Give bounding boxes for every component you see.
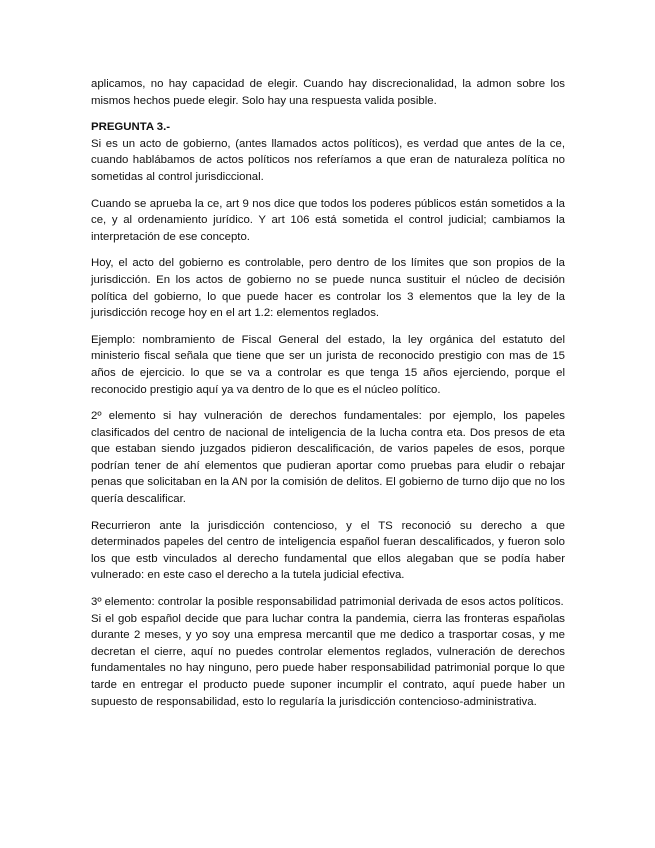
paragraph-constitution-approval: Cuando se aprueba la ce, art 9 nos dice que todos los poderes públicos están sometidos a la ce, y al ordenamiento jurídico. Y art 106 está sometida el control judicial; cambiamos la interpretación de ese concepto.	[91, 197, 565, 243]
paragraph-example-fiscal-general: Ejemplo: nombramiento de Fiscal General del estado, la ley orgánica del estatuto del ministerio fiscal señala que tiene que ser un jurista de reconocido prestigio con mas de 15 años de ejercicio. lo que se va a controlar es que tenga 15 años ejerciendo, porque el reconocido prestigio aquí ya va dentro de lo que es el núcleo político.	[91, 333, 565, 396]
third-element-example: Si el gob español decide que para luchar contra la pandemia, cierra las fronteras españolas durante 2 meses, y yo soy una empresa mercantil que me dedico a trasportar cosas, y me decretan el cierre, aquí no puedes controlar elementos reglados, vulneración de derechos fundamentales no hay ninguno, pero puede haber responsabilidad patrimonial porque lo que tarde en entregar el producto puede suponer incumplir el contrato, aquí puede haber un supuesto de responsabilidad, esto lo regularía la jurisdicción contencioso-administrativa.	[91, 612, 565, 708]
intro-paragraph: aplicamos, no hay capacidad de elegir. Cuando hay discrecionalidad, la admon sobre los mismos hechos puede elegir. Solo hay una respuesta valida posible.	[91, 78, 565, 107]
paragraph-appeal: Recurrieron ante la jurisdicción contencioso, y el TS reconoció su derecho a que determinados papeles del centro de inteligencia español fueran descalificados, y fueron solo los que estb vinculados al derecho fundamental que ellos alegaban que se podía haber vulnerado: en este caso el derecho a la tutela judicial efectiva.	[91, 519, 565, 582]
question-heading: PREGUNTA 3.-	[91, 121, 171, 134]
paragraph-second-element: 2º elemento si hay vulneración de derechos fundamentales: por ejemplo, los papeles clasificados del centro de nacional de inteligencia de la lucha contra eta. Dos presos de eta que estaban siendo juzgados pidieron descalificación, de varios papeles de esos, porque podrían tener de ahí elementos que pudieran aportar como pruebas para eludir o rebajar penas que solicitaban en la AN por la comisión de delitos. El gobierno de turno dijo que no los quería descalificar.	[91, 410, 565, 506]
paragraph-controllable-act: Hoy, el acto del gobierno es controlable, pero dentro de los límites que son propios de la jurisdicción. En los actos de gobierno no se puede nunca sustituir el núcleo de decisión política del gobierno, lo que puede hacer es controlar los 3 elementos que la ley de la jurisdicción recoge hoy en el art 1.2: elementos reglados.	[91, 257, 565, 320]
third-element-intro: 3º elemento: controlar la posible responsabilidad patrimonial derivada de esos actos políticos.	[91, 596, 564, 609]
paragraph-acts-of-government: Si es un acto de gobierno, (antes llamados actos políticos), es verdad que antes de la ce, cuando hablábamos de actos políticos nos referíamos a que eran de naturaleza política no sometidas al control jurisdiccional.	[91, 137, 565, 183]
document-page	[91, 76, 565, 710]
paragraph-third-element	[91, 594, 565, 710]
